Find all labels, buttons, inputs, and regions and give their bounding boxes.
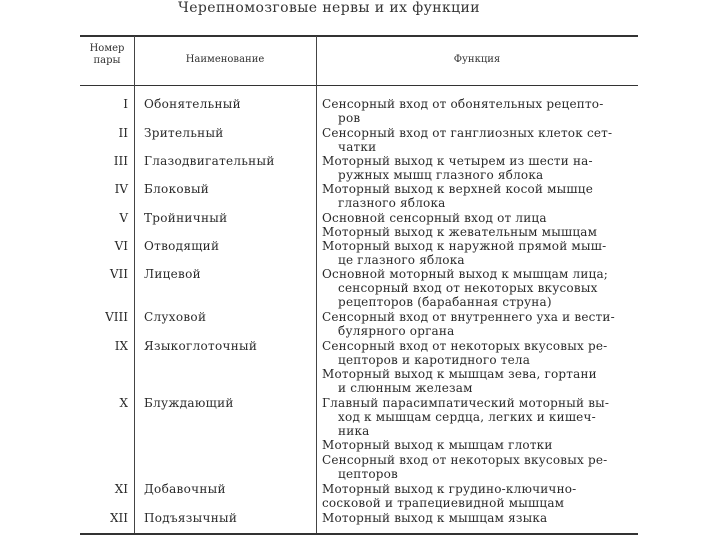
nerve-function: Основной моторный выход к мышцам лица; сенсорный вход от некоторых вкусовых рецепторов (барабанная струна) xyxy=(322,267,609,309)
nerve-name: Отводящий xyxy=(144,239,220,253)
header-function: Функция xyxy=(453,54,501,65)
nerve-name: Языкоглоточный xyxy=(144,339,258,353)
nerve-function: Сенсорный вход от обонятельных рецепто- ров xyxy=(322,97,604,125)
nerve-name: Подъязычный xyxy=(144,511,238,525)
column-divider-1 xyxy=(134,36,135,533)
bottom-rule xyxy=(80,533,638,535)
nerve-function: Сенсорный вход от внутреннего уха и вести- булярного органа xyxy=(322,310,615,338)
nerve-name: Слуховой xyxy=(144,310,207,324)
row-number: IV xyxy=(114,182,128,196)
row-number: X xyxy=(119,396,128,410)
header-number: Номер пары xyxy=(89,43,125,66)
nerve-function: Моторный выход к мышцам языка xyxy=(322,511,548,525)
nerve-name: Лицевой xyxy=(144,267,201,281)
nerve-function: Сенсорный вход от некоторых вкусовых ре- цепторов xyxy=(322,453,608,481)
nerve-function: Главный парасимпатический моторный вы- ход к мышцам сердца, легких и кишеч- ника xyxy=(322,396,610,438)
page-title: Черепномозговые нервы и их функции xyxy=(178,0,480,16)
row-number: VII xyxy=(109,267,128,281)
nerve-function: Основной сенсорный вход от лица xyxy=(322,211,547,225)
row-number: XII xyxy=(109,511,128,525)
header-name: Наименование xyxy=(185,54,265,65)
row-number: V xyxy=(119,211,128,225)
nerve-function: Сенсорный вход от ганглиозных клеток сет- чатки xyxy=(322,126,613,154)
nerve-name: Блоковый xyxy=(144,182,210,196)
nerve-function: Моторный выход к мышцам зева, гортани и слюнным железам xyxy=(322,367,597,395)
nerve-name: Добавочный xyxy=(144,482,226,496)
nerve-function: Моторный выход к наружной прямой мыш- це глазного яблока xyxy=(322,239,607,267)
row-number: XI xyxy=(114,482,128,496)
nerve-function: Сенсорный вход от некоторых вкусовых ре- цепторов и каротидного тела xyxy=(322,339,608,367)
top-rule xyxy=(80,35,638,37)
row-number: I xyxy=(123,97,128,111)
column-divider-2 xyxy=(316,36,317,533)
row-number: IX xyxy=(114,339,128,353)
nerve-name: Блуждающий xyxy=(144,396,234,410)
row-number: VI xyxy=(114,239,128,253)
row-number: VIII xyxy=(105,310,128,324)
nerve-function: Моторный выход к четырем из шести на- ружных мышц глазного яблока xyxy=(322,154,593,182)
nerve-function: Моторный выход к верхней косой мышце глазного яблока xyxy=(322,182,593,210)
nerve-name: Глазодвигательный xyxy=(144,154,275,168)
nerve-function: Моторный выход к жевательным мышцам xyxy=(322,225,598,239)
row-number: II xyxy=(118,126,128,140)
row-number: III xyxy=(113,154,128,168)
header-rule xyxy=(80,85,638,86)
nerve-name: Зрительный xyxy=(144,126,224,140)
nerve-function: Моторный выход к мышцам глотки xyxy=(322,438,553,452)
nerve-name: Тройничный xyxy=(144,211,228,225)
nerve-name: Обонятельный xyxy=(144,97,241,111)
nerve-function: Моторный выход к грудино-ключично-сосковой и трапециевидной мышцам xyxy=(322,482,577,510)
